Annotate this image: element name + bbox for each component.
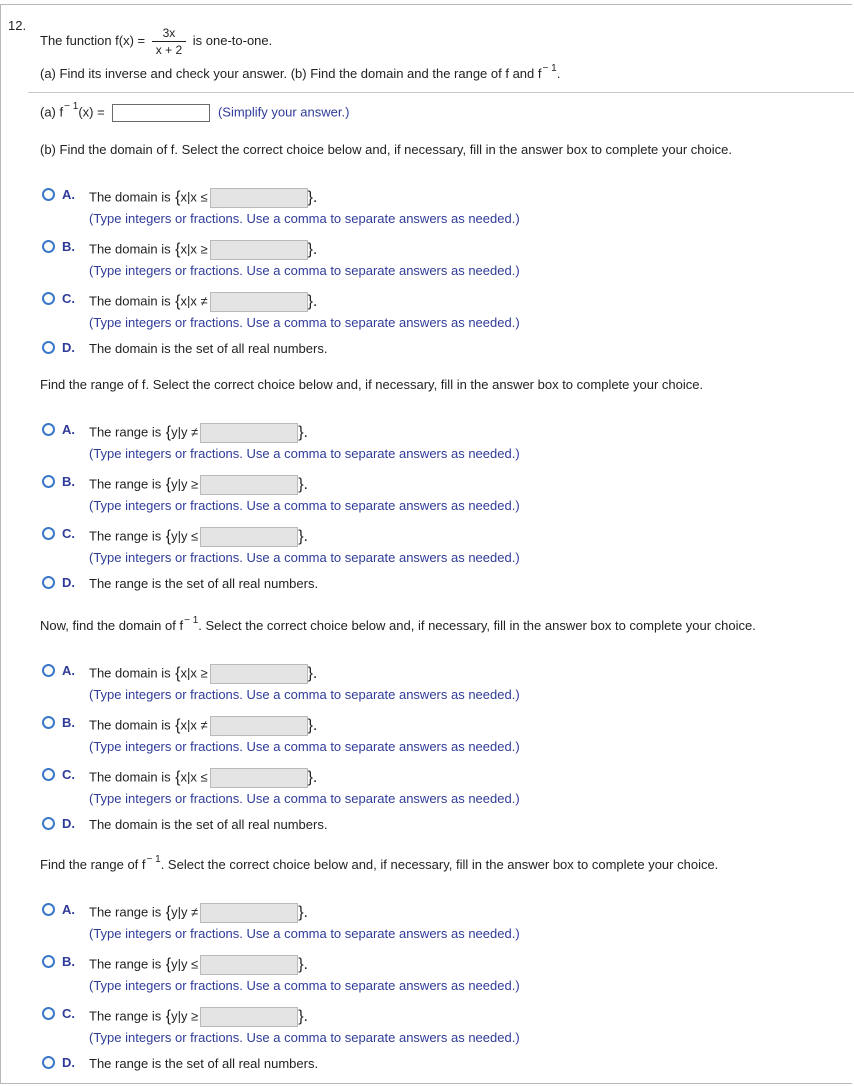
choice-radio[interactable]	[42, 817, 55, 830]
close-brace: }.	[298, 1008, 308, 1025]
task-end: .	[556, 66, 561, 81]
open-brace: {	[170, 241, 181, 258]
choice-answer-input[interactable]	[200, 1007, 298, 1027]
choice-text: The range is	[89, 528, 162, 544]
prompt-superscript: − 1	[184, 615, 199, 626]
open-brace: {	[161, 956, 172, 973]
set-expression: x|x ≠	[180, 293, 208, 309]
choice-radio[interactable]	[42, 188, 55, 201]
choice-radio[interactable]	[42, 664, 55, 677]
close-brace: }.	[298, 956, 308, 973]
part-a-label-f: (a) f	[40, 104, 64, 120]
close-brace: }.	[298, 424, 308, 441]
set-expression: x|x ≤	[180, 769, 208, 785]
choice-answer-input[interactable]	[200, 903, 298, 923]
open-brace: {	[161, 424, 172, 441]
choice-item	[89, 576, 318, 591]
set-expression: y|y ≤	[171, 956, 199, 972]
choice-letter: D.	[62, 340, 75, 355]
prompt-text: Find the range of f	[40, 857, 146, 872]
choice-radio[interactable]	[42, 1056, 55, 1069]
choice-letter: A.	[62, 422, 75, 437]
choice-radio[interactable]	[42, 292, 55, 305]
choice-radio[interactable]	[42, 341, 55, 354]
choice-text: The range is	[89, 904, 162, 920]
choice-line	[89, 817, 327, 832]
close-brace: }.	[307, 717, 318, 734]
set-expression: x|x ≤	[180, 189, 208, 205]
section-prompt: Find the range of f. Select the correct choice below and, if necessary, fill in the answer box to complete your choice.	[40, 377, 704, 392]
close-brace: }.	[307, 241, 318, 258]
choice-item	[89, 716, 520, 754]
choice-line	[89, 188, 520, 208]
choice-item	[89, 664, 520, 702]
choice-item	[89, 292, 520, 330]
choice-answer-input[interactable]	[210, 292, 308, 312]
choice-hint: (Type integers or fractions. Use a comma to separate answers as needed.)	[89, 211, 520, 226]
open-brace: {	[170, 769, 181, 786]
choice-line	[89, 240, 520, 260]
choice-radio[interactable]	[42, 1007, 55, 1020]
prompt-text-end: . Select the correct choice below and, if necessary, fill in the answer box to complete your choice.	[160, 857, 719, 872]
choice-item	[89, 955, 520, 993]
prompt-text: Now, find the domain of f	[40, 618, 184, 633]
part-a-label-x: (x) =	[78, 104, 105, 120]
choice-letter: B.	[62, 239, 75, 254]
choice-answer-input[interactable]	[200, 527, 298, 547]
choice-text: The domain is	[89, 241, 171, 257]
choice-item	[89, 527, 520, 565]
choice-text: The range is	[89, 956, 162, 972]
close-brace: }.	[307, 769, 318, 786]
choice-letter: C.	[62, 526, 75, 541]
choice-line	[89, 341, 327, 356]
choice-answer-input[interactable]	[210, 664, 308, 684]
choice-text: The range is	[89, 1008, 162, 1024]
choice-item	[89, 1056, 318, 1071]
choice-letter: A.	[62, 663, 75, 678]
choice-hint: (Type integers or fractions. Use a comma to separate answers as needed.)	[89, 739, 520, 754]
choice-letter: B.	[62, 954, 75, 969]
choice-text: The range is	[89, 476, 162, 492]
choice-letter: A.	[62, 902, 75, 917]
intro-suffix: is one-to-one.	[192, 32, 273, 48]
choice-answer-input[interactable]	[210, 240, 308, 260]
choice-text: The domain is the set of all real numbers.	[89, 341, 328, 356]
task-text: (a) Find its inverse and check your answer. (b) Find the domain and the range of f and f	[40, 66, 542, 81]
choice-line	[89, 1056, 318, 1071]
choice-line	[89, 1007, 520, 1027]
choice-letter: D.	[62, 575, 75, 590]
question-number: 12.	[8, 18, 27, 33]
set-expression: x|x ≥	[180, 241, 208, 257]
choice-line	[89, 768, 520, 788]
set-expression: x|x ≥	[180, 665, 208, 681]
set-expression: y|y ≠	[171, 904, 199, 920]
function-statement	[40, 26, 272, 57]
open-brace: {	[170, 717, 181, 734]
choice-text: The domain is	[89, 665, 171, 681]
open-brace: {	[161, 476, 172, 493]
choice-hint: (Type integers or fractions. Use a comma to separate answers as needed.)	[89, 1030, 520, 1045]
choice-radio[interactable]	[42, 240, 55, 253]
open-brace: {	[170, 189, 181, 206]
choice-radio[interactable]	[42, 475, 55, 488]
section-prompt	[40, 854, 719, 872]
choice-radio[interactable]	[42, 768, 55, 781]
choice-line	[89, 664, 520, 684]
choice-line	[89, 423, 520, 443]
choice-text: The domain is	[89, 189, 171, 205]
choice-text: The domain is	[89, 293, 171, 309]
choice-answer-input[interactable]	[200, 423, 298, 443]
close-brace: }.	[298, 904, 308, 921]
intro-prefix: The function f(x) =	[40, 32, 146, 48]
fraction-numerator: 3x	[152, 26, 186, 42]
choice-letter: A.	[62, 187, 75, 202]
choice-item	[89, 188, 520, 226]
choice-line	[89, 576, 318, 591]
choice-answer-input[interactable]	[210, 716, 308, 736]
choice-text: The domain is	[89, 717, 171, 733]
open-brace: {	[161, 1008, 172, 1025]
close-brace: }.	[307, 293, 318, 310]
choice-radio[interactable]	[42, 527, 55, 540]
divider	[28, 92, 854, 93]
choice-letter: C.	[62, 767, 75, 782]
choice-item	[89, 475, 520, 513]
choice-answer-input[interactable]	[200, 955, 298, 975]
choice-item	[89, 423, 520, 461]
choice-radio[interactable]	[42, 903, 55, 916]
open-brace: {	[161, 904, 172, 921]
choice-text: The range is	[89, 424, 162, 440]
choice-item	[89, 240, 520, 278]
choice-hint: (Type integers or fractions. Use a comma to separate answers as needed.)	[89, 687, 520, 702]
choice-line	[89, 903, 520, 923]
choice-hint: (Type integers or fractions. Use a comma to separate answers as needed.)	[89, 978, 520, 993]
inverse-answer-input[interactable]	[112, 104, 210, 122]
open-brace: {	[170, 665, 181, 682]
set-expression: y|y ≥	[171, 1008, 199, 1024]
choice-answer-input[interactable]	[210, 188, 308, 208]
set-expression: y|y ≥	[171, 476, 199, 492]
choice-item	[89, 1007, 520, 1045]
choice-hint: (Type integers or fractions. Use a comma to separate answers as needed.)	[89, 550, 520, 565]
choice-hint: (Type integers or fractions. Use a comma to separate answers as needed.)	[89, 446, 520, 461]
choice-line	[89, 527, 520, 547]
set-expression: y|y ≤	[171, 528, 199, 544]
choice-item	[89, 768, 520, 806]
choice-line	[89, 292, 520, 312]
part-a-hint: (Simplify your answer.)	[217, 104, 350, 120]
task-statement	[40, 63, 561, 81]
choice-hint: (Type integers or fractions. Use a comma to separate answers as needed.)	[89, 498, 520, 513]
choice-line	[89, 716, 520, 736]
section-prompt: (b) Find the domain of f. Select the correct choice below and, if necessary, fill in the answer box to complete your choice.	[40, 142, 732, 157]
choice-letter: D.	[62, 1055, 75, 1070]
choice-hint: (Type integers or fractions. Use a comma to separate answers as needed.)	[89, 926, 520, 941]
choice-line	[89, 955, 520, 975]
part-a-row	[40, 101, 350, 122]
set-expression: y|y ≠	[171, 424, 199, 440]
choice-text: The domain is	[89, 769, 171, 785]
choice-answer-input[interactable]	[200, 475, 298, 495]
choice-answer-input[interactable]	[210, 768, 308, 788]
choice-text: The range is the set of all real numbers.	[89, 576, 319, 591]
function-fraction	[152, 26, 186, 57]
choice-line	[89, 475, 520, 495]
fraction-denominator: x + 2	[155, 43, 183, 57]
close-brace: }.	[307, 665, 318, 682]
open-brace: {	[170, 293, 181, 310]
choice-radio[interactable]	[42, 576, 55, 589]
choice-letter: C.	[62, 291, 75, 306]
close-brace: }.	[298, 476, 308, 493]
choice-text: The domain is the set of all real numbers.	[89, 817, 328, 832]
open-brace: {	[161, 528, 172, 545]
choice-text: The range is the set of all real numbers.	[89, 1056, 319, 1071]
choice-letter: B.	[62, 715, 75, 730]
choice-item	[89, 817, 327, 832]
task-superscript: − 1	[542, 63, 557, 74]
choice-radio[interactable]	[42, 716, 55, 729]
choice-item	[89, 341, 327, 356]
section-prompt	[40, 615, 756, 633]
choice-hint: (Type integers or fractions. Use a comma to separate answers as needed.)	[89, 263, 520, 278]
choice-item	[89, 903, 520, 941]
choice-letter: D.	[62, 816, 75, 831]
prompt-text-end: . Select the correct choice below and, if necessary, fill in the answer box to complete your choice.	[198, 618, 756, 633]
prompt-superscript: − 1	[146, 854, 161, 865]
choice-hint: (Type integers or fractions. Use a comma to separate answers as needed.)	[89, 315, 520, 330]
close-brace: }.	[307, 189, 318, 206]
choice-letter: B.	[62, 474, 75, 489]
choice-radio[interactable]	[42, 955, 55, 968]
choice-hint: (Type integers or fractions. Use a comma to separate answers as needed.)	[89, 791, 520, 806]
choice-letter: C.	[62, 1006, 75, 1021]
set-expression: x|x ≠	[180, 717, 208, 733]
part-a-superscript: − 1	[64, 101, 79, 113]
choice-radio[interactable]	[42, 423, 55, 436]
close-brace: }.	[298, 528, 308, 545]
